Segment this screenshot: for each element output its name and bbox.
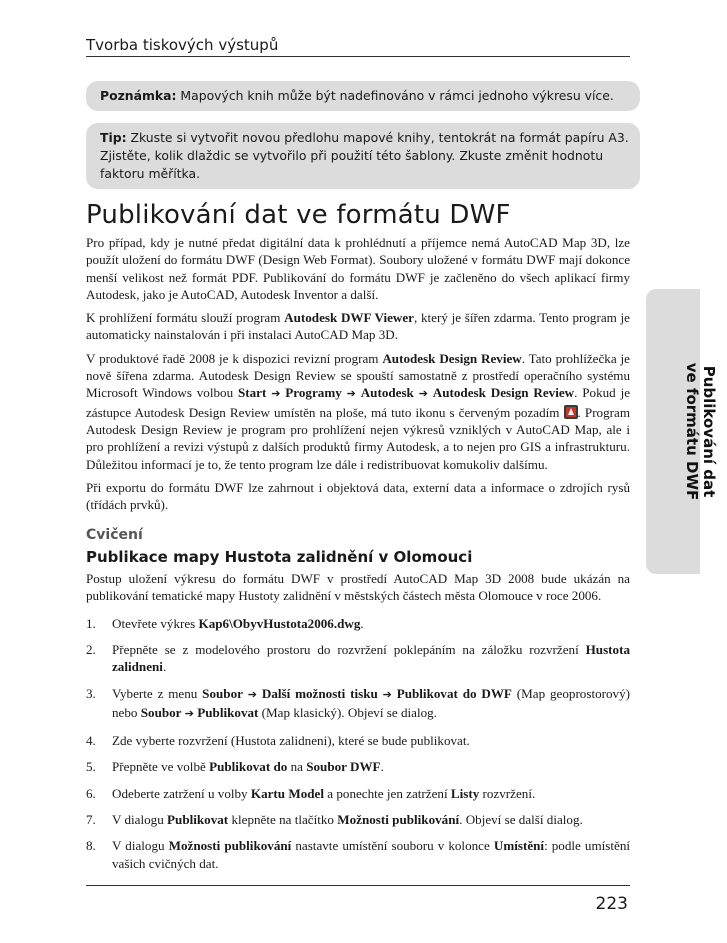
paragraph: Pro případ, kdy je nutné předat digitální data k prohlédnutí a příjemce nemá AutoCAD Map 3D, lze použít uložení do formátu DWF (Design Web Format). Soubory uložené v formátu DWF mají dokonce menší velikost než formát PDF. Publikování do formátu DWF je začleněno do všech aplikací firmy Autodesk, jako je AutoCAD, Autodesk Inventor a další. [86,235,630,302]
exercise-label: Cvičení [86,527,143,544]
list-item: 1. Otevřete výkres Kap6\ObyvHustota2006.dwg. [86,615,364,631]
chapter-side-tab-label: Publikování dat ve formátu DWF [683,362,718,501]
steps-list [86,615,630,872]
body-text [86,234,630,881]
page-number: 223 [595,894,628,914]
arrow-right-icon: ➔ [382,688,392,701]
arrow-right-icon: ➔ [247,688,258,701]
note-label: Poznámka: [100,88,177,103]
design-review-icon [564,405,578,419]
list-item: 2. Přepněte se z modelového prostoru do rozvržení poklepáním na záložku rozvržení Hustota zalidneni. [86,641,630,675]
page-header-title: Tvorba tiskových výstupů [86,36,279,54]
exercise-intro: Postup uložení výkresu do formátu DWF v prostředí AutoCAD Map 3D 2008 bude ukázán na publikování tematické mapy Hustoty zalidnění v městských částech města Olomouce v roce 2006. [86,571,630,604]
note-text: Mapových knih může být nadefinováno v rámci jednoho výkresu více. [180,88,614,103]
list-item: 4. Zde vyberte rozvržení (Hustota zalidneni), které se bude publikovat. [86,733,470,749]
list-item: 8. V dialogu Možnosti publikování nastavte umístění souboru v kolonce Umístění: podle umístění vašich cvičných dat. [86,838,631,871]
list-item: 3. Vyberte z menu Soubor ➔ Další možnosti tisku ➔ Publikovat do DWF (Map geoprostorový) nebo Soubor ➔ Publikovat (Map klasický). Objeví se dialog. [86,685,630,720]
arrow-right-icon: ➔ [418,388,428,401]
arrow-right-icon: ➔ [184,707,194,720]
list-item: 5. Přepněte ve volbě Publikovat do na Soubor DWF. [86,759,384,775]
list-item: 6. Odeberte zatržení u volby Kartu Model a ponechte jen zatržení Listy rozvržení. [86,785,536,801]
note-box [86,81,640,111]
tip-label: Tip: [100,130,127,145]
list-item: 7. V dialogu Publikovat klepněte na tlačítko Možnosti publikování. Objeví se další dialog. [86,812,583,828]
exercise-title: Publikace mapy Hustota zalidnění v Olomouci [86,547,473,566]
section-title: Publikování dat ve formátu DWF [86,200,511,230]
paragraph: Při exportu do formátu DWF lze zahrnout i objektová data, externí data a informace o zdrojích rysů (třídách prvků). [86,479,630,513]
arrow-right-icon: ➔ [271,388,281,401]
arrow-right-icon: ➔ [346,388,356,401]
footer-divider [86,885,630,886]
paragraph: K prohlížení formátu slouží program Autodesk DWF Viewer, který je šířen zdarma. Tento program je automaticky nainstalován i při instalaci AutoCAD Map 3D. [86,310,630,343]
tip-text: Zkuste si vytvořit novou předlohu mapové knihy, tentokrát na formát papíru A3. Zjistěte, kolik dlaždic se vytvořilo při použití této šablony. Zkuste změnit hodnotu faktoru měřítka. [100,130,629,181]
header-divider [86,56,630,57]
tip-box [86,123,640,189]
paragraph: V produktové řadě 2008 je k dispozici revizní program Autodesk Design Review. Tato prohlížečka je nově šířena zdarma. Autodesk Design Review se spouští samostatně z prostředí operačního systému Microsoft Windows volbou Start ➔ Programy ➔ Autodesk ➔ Autodesk Design Review. Pokud je zástupce Autodesk Design Review umístěn na ploše, má tuto ikonu s červeným pozadím . Program Autodesk Design Review je program pro prohlížení nejen výkresů vzniklých v AutoCAD Map, ale i pro prohlížení a revizi výstupů z dalších produktů firmy Autodesk, a to nejen pro GIS a infrastrukturu. Důležitou informací je to, že tento program lze dále i redistribuovat komukoliv dalšímu. [86,350,631,472]
